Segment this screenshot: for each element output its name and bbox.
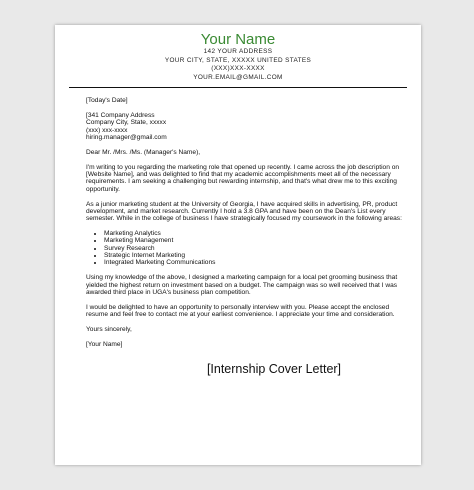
- paragraph-background: As a junior marketing student at the University of Georgia, I have acquired skills in advertising, PR, product development, and market research. Currently I hold a 3.8 GPA and have been on the Dean's List every semester. While in the college of business I have strategically focused my coursework in the following areas:: [86, 200, 402, 223]
- letter-body: [86, 97, 407, 348]
- letter-date: [Today's Date]: [86, 97, 128, 104]
- signature: [Your Name]: [86, 340, 123, 348]
- list-item: • Strategic Internet Marketing: [104, 252, 407, 259]
- list-item: • Integrated Marketing Communications: [104, 259, 407, 266]
- recipient-city-line: Company City, State, xxxxx: [86, 119, 167, 127]
- skills-list: [86, 230, 407, 267]
- recipient-email-line: hiring.manager@gmail.com: [86, 134, 167, 142]
- sender-address-line: 142 YOUR ADDRESS: [203, 48, 273, 55]
- sender-name: Your Name: [200, 31, 276, 48]
- header-divider: [69, 87, 407, 88]
- paragraph-intro: I'm writing to you regarding the marketing role that opened up recently. I came across the job description on [Website Name], and was delighted to find that my academic accomplishments meet all of the necessary requirements. I am seeking a challenging but rewarding internship, and that's what drew me to this exciting opportunity.: [86, 163, 400, 193]
- recipient-address-line: [341 Company Address: [86, 111, 155, 119]
- letter-header: [55, 31, 421, 82]
- document-caption: [Internship Cover Letter]: [206, 362, 342, 376]
- paragraph-campaign: Using my knowledge of the above, I designed a marketing campaign for a local pet grooming business that yielded the highest return on investment based on a budget. The campaign was so well received that I was awarded third place in UGA's business plan competition.: [86, 274, 398, 297]
- sender-city-line: YOUR CITY, STATE, XXXXX UNITED STATES: [164, 56, 312, 64]
- salutation: Dear Mr. /Mrs. /Ms. (Manager's Name),: [86, 148, 201, 156]
- recipient-phone-line: (xxx) xxx-xxxx: [86, 126, 128, 134]
- paragraph-closing: I would be delighted to have an opportunity to personally interview with you. Please accept the enclosed resume and feel free to contact me at your earliest convenience. I appreciate your time and consideration.: [86, 303, 395, 319]
- list-item: • Marketing Analytics: [104, 230, 407, 237]
- closing: Yours sincerely,: [86, 326, 132, 334]
- list-item: • Marketing Management: [104, 237, 407, 244]
- sender-phone-line: (XXX)XXX-XXXX: [211, 65, 265, 73]
- sender-email-line: YOUR.EMAIL@GMAIL.COM: [193, 73, 283, 81]
- list-item: • Survey Research: [104, 245, 407, 252]
- letter-page: [55, 25, 421, 465]
